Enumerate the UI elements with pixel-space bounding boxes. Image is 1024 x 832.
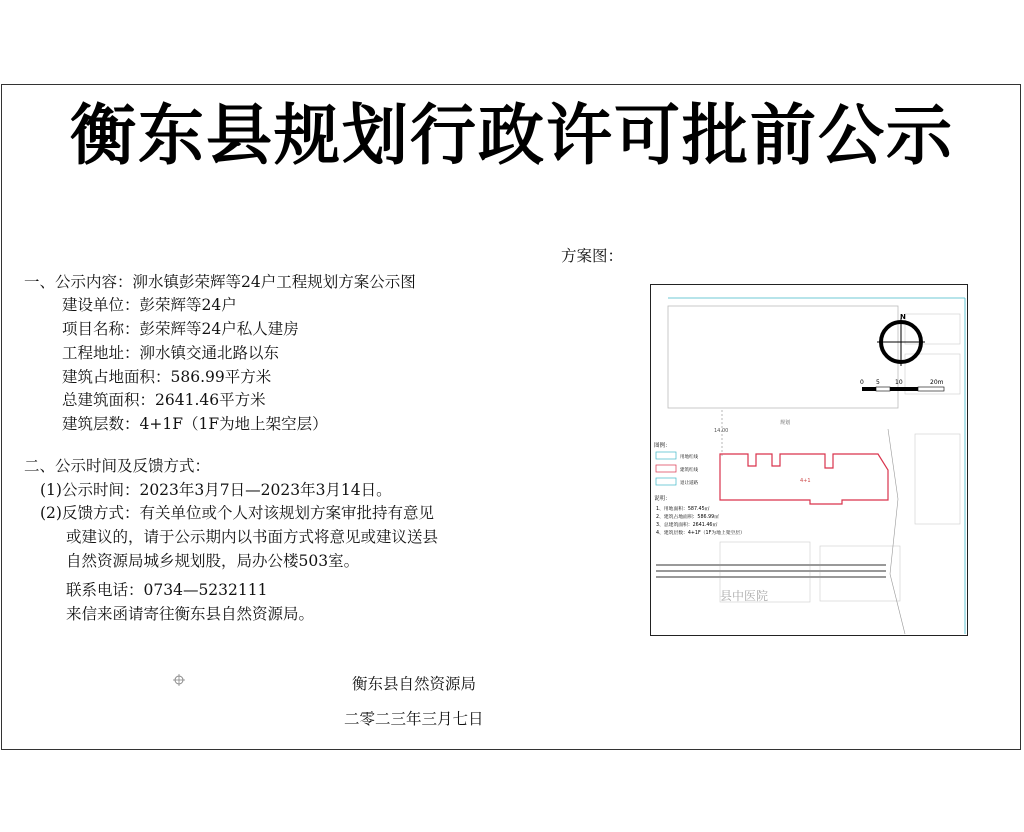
project-address: 工程地址：泖水镇交通北路以东 — [62, 344, 280, 362]
note-1: 1、用地面积：587.45㎡ — [656, 507, 710, 512]
feedback-line-3: 自然资源局城乡规划股，局办公楼503室。 — [66, 552, 360, 570]
road-label: 规划 — [780, 420, 791, 426]
hospital-label: 县中医院 — [720, 589, 769, 603]
note-4: 4、建筑层数：4+1F（1F为地上架空层） — [656, 531, 745, 536]
seal-icon — [172, 673, 186, 687]
footprint-area: 建筑占地面积：586.99平方米 — [62, 368, 272, 386]
compass-letter: N — [900, 313, 906, 321]
legend-item-building: 建筑红线 — [680, 468, 698, 473]
notice-period: (1)公示时间：2023年3月7日—2023年3月14日。 — [40, 481, 392, 499]
legend-item-road: 退让道路 — [680, 481, 698, 486]
total-floor-area: 总建筑面积：2641.46平方米 — [62, 391, 266, 409]
dimension-label: 14.00 — [714, 428, 729, 434]
scale-label-0: 0 — [860, 379, 864, 386]
floor-count: 建筑层数：4+1F（1F为地上架空层） — [62, 415, 328, 433]
notes-title: 说明： — [654, 496, 671, 502]
feedback-line-2: 或建议的，请于公示期内以书面方式将意见或建议送县 — [66, 528, 439, 546]
legend-title: 图例： — [654, 443, 671, 449]
site-plan-drawing — [650, 284, 968, 636]
legend-item-land: 用地红线 — [680, 455, 698, 460]
scale-label-10: 10 — [895, 379, 903, 386]
construction-unit: 建设单位：彭荣辉等24户 — [62, 296, 237, 314]
project-name: 项目名称：彭荣辉等24户私人建房 — [62, 320, 299, 338]
scale-label-5: 5 — [876, 379, 880, 386]
scale-label-20: 20m — [930, 379, 944, 386]
issue-date: 二零二三年三月七日 — [344, 710, 484, 728]
plan-label: 方案图： — [561, 247, 624, 265]
page-title: 衡东县规划行政许可批前公示 — [70, 97, 954, 174]
note-2: 2、建筑占地面积：586.99㎡ — [656, 515, 720, 520]
building-label: 4+1 — [800, 478, 811, 484]
section1-heading: 一、公示内容：泖水镇彭荣辉等24户工程规划方案公示图 — [24, 273, 416, 291]
feedback-line-1: (2)反馈方式：有关单位或个人对该规划方案审批持有意见 — [40, 504, 434, 522]
section2-heading: 二、公示时间及反馈方式： — [24, 457, 211, 475]
note-3: 3、总建筑面积：2641.46㎡ — [656, 523, 718, 528]
mail-address: 来信来函请寄往衡东县自然资源局。 — [66, 605, 315, 623]
contact-phone: 联系电话：0734—5232111 — [66, 581, 268, 599]
issuing-org: 衡东县自然资源局 — [352, 675, 477, 693]
